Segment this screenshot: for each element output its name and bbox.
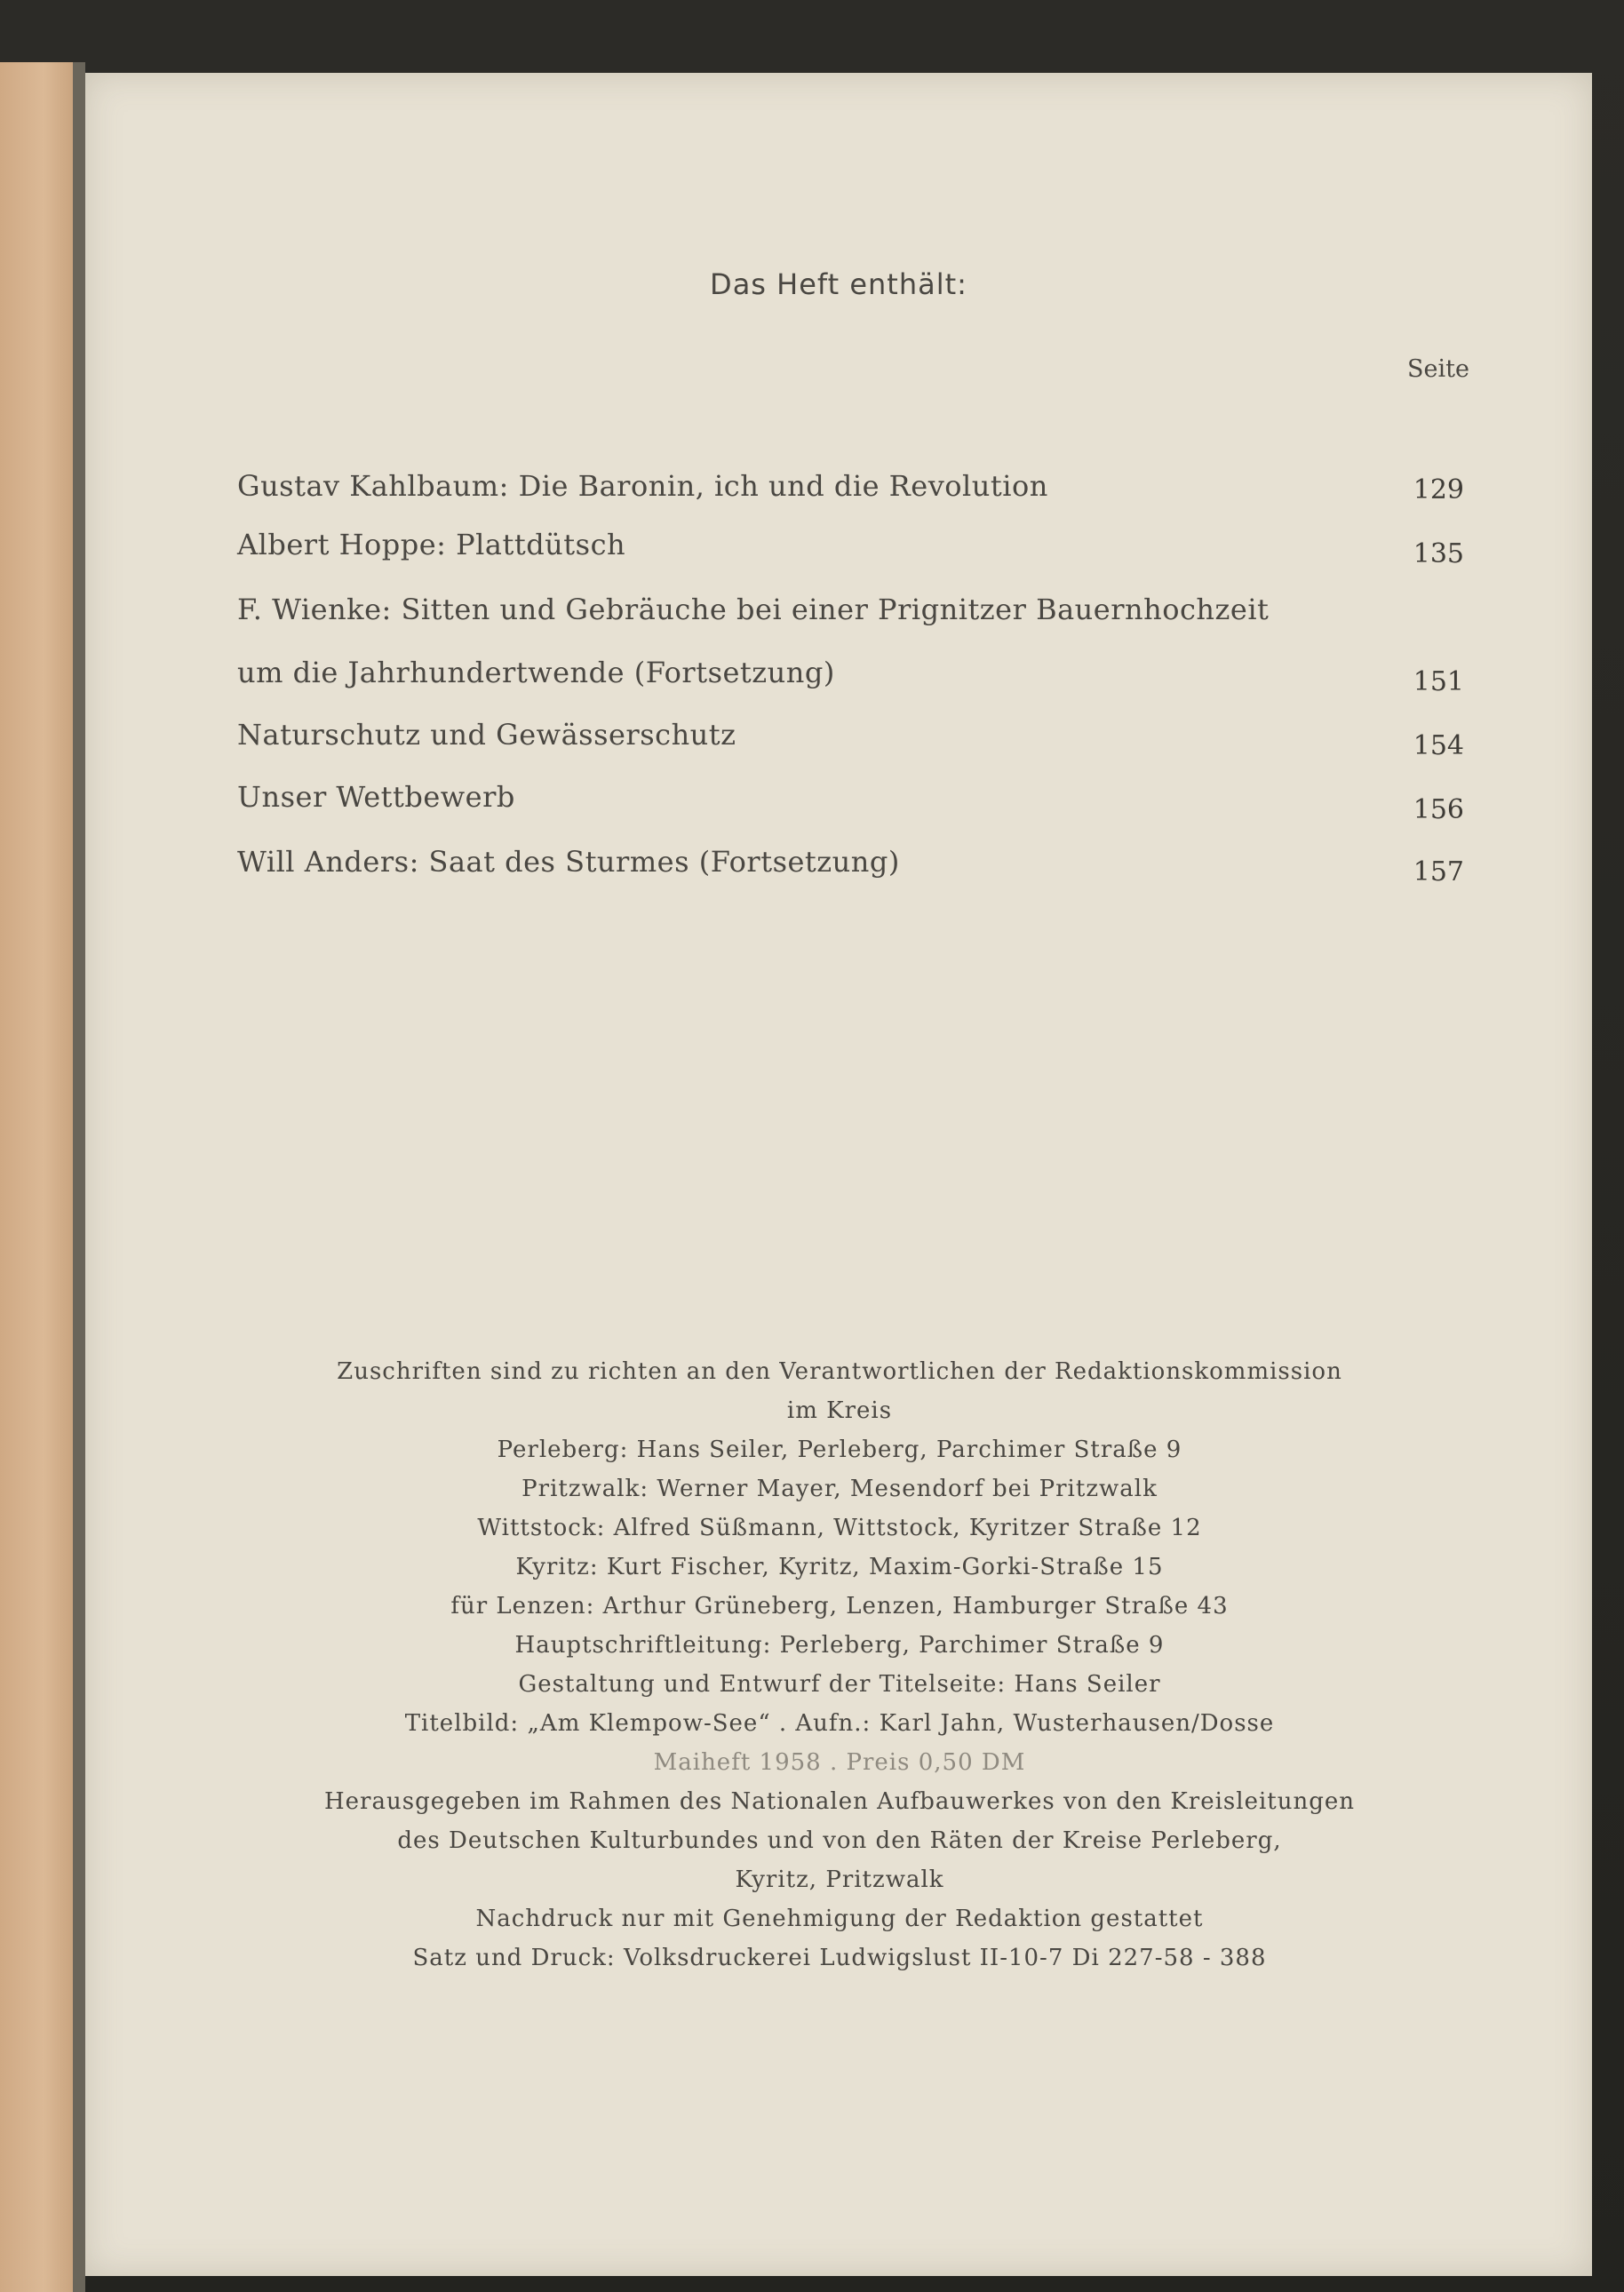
imprint-line: Nachdruck nur mit Genehmigung der Redaktion gestattet <box>475 1906 1204 1932</box>
toc-entry-text: Will Anders: Saat des Sturmes (Fortsetzung) <box>237 845 900 879</box>
toc-entry-page: 151 <box>1413 666 1464 697</box>
imprint-line: Titelbild: „Am Klempow-See“ . Aufn.: Karl Jahn, Wusterhausen/Dosse <box>404 1710 1275 1737</box>
contents-heading: Das Heft enthält: <box>710 267 967 301</box>
imprint-line: Wittstock: Alfred Süßmann, Wittstock, Kyritzer Straße 12 <box>477 1515 1202 1541</box>
imprint-line: Gestaltung und Entwurf der Titelseite: Hans Seiler <box>518 1671 1161 1698</box>
imprint-line: im Kreis <box>786 1397 893 1424</box>
imprint-line: für Lenzen: Arthur Grüneberg, Lenzen, Hamburger Straße 43 <box>450 1593 1229 1620</box>
document-page <box>85 73 1592 2276</box>
toc-entry-page: 157 <box>1413 856 1464 887</box>
toc-entry-text: F. Wienke: Sitten und Gebräuche bei einer Prignitzer Bauernhochzeit <box>237 593 1270 626</box>
imprint-block <box>156 1352 1523 1978</box>
toc-entry-text: Naturschutz und Gewässerschutz <box>237 718 736 752</box>
toc-entry-page: 129 <box>1413 474 1464 505</box>
imprint-line: Satz und Druck: Volksdruckerei Ludwigslust II-10-7 Di 227-58 - 388 <box>412 1945 1267 1971</box>
imprint-line: Kyritz, Pritzwalk <box>735 1866 944 1893</box>
imprint-line: Herausgegeben im Rahmen des Nationalen Aufbauwerkes von den Kreisleitungen <box>323 1788 1356 1815</box>
imprint-line: Zuschriften sind zu richten an den Verantwortlichen der Redaktionskommission <box>337 1358 1342 1385</box>
toc-entry-page: 154 <box>1413 730 1464 761</box>
toc-entry-text: Unser Wettbewerb <box>237 780 515 814</box>
imprint-line: Perleberg: Hans Seiler, Perleberg, Parchimer Straße 9 <box>497 1436 1182 1463</box>
imprint-line: Pritzwalk: Werner Mayer, Mesendorf bei Pritzwalk <box>521 1476 1158 1502</box>
imprint-line: Hauptschriftleitung: Perleberg, Parchimer Straße 9 <box>514 1632 1165 1659</box>
toc-entry-text: Gustav Kahlbaum: Die Baronin, ich und die Revolution <box>237 469 1048 503</box>
toc-entry-text: Albert Hoppe: Plattdütsch <box>237 528 626 561</box>
toc-entry-text: um die Jahrhundertwende (Fortsetzung) <box>237 656 835 689</box>
imprint-line: des Deutschen Kulturbundes und von den Räten der Kreise Perleberg, <box>397 1827 1282 1854</box>
adjacent-page-edge <box>0 62 73 2292</box>
imprint-line: Maiheft 1958 . Preis 0,50 DM <box>653 1749 1026 1776</box>
imprint-line: Kyritz: Kurt Fischer, Kyritz, Maxim-Gorki-Straße 15 <box>515 1554 1164 1580</box>
toc-entry-page: 156 <box>1413 794 1464 825</box>
page-column-label: Seite <box>1407 355 1469 383</box>
toc-entry-page: 135 <box>1413 538 1464 569</box>
binding-edge <box>73 62 85 2292</box>
